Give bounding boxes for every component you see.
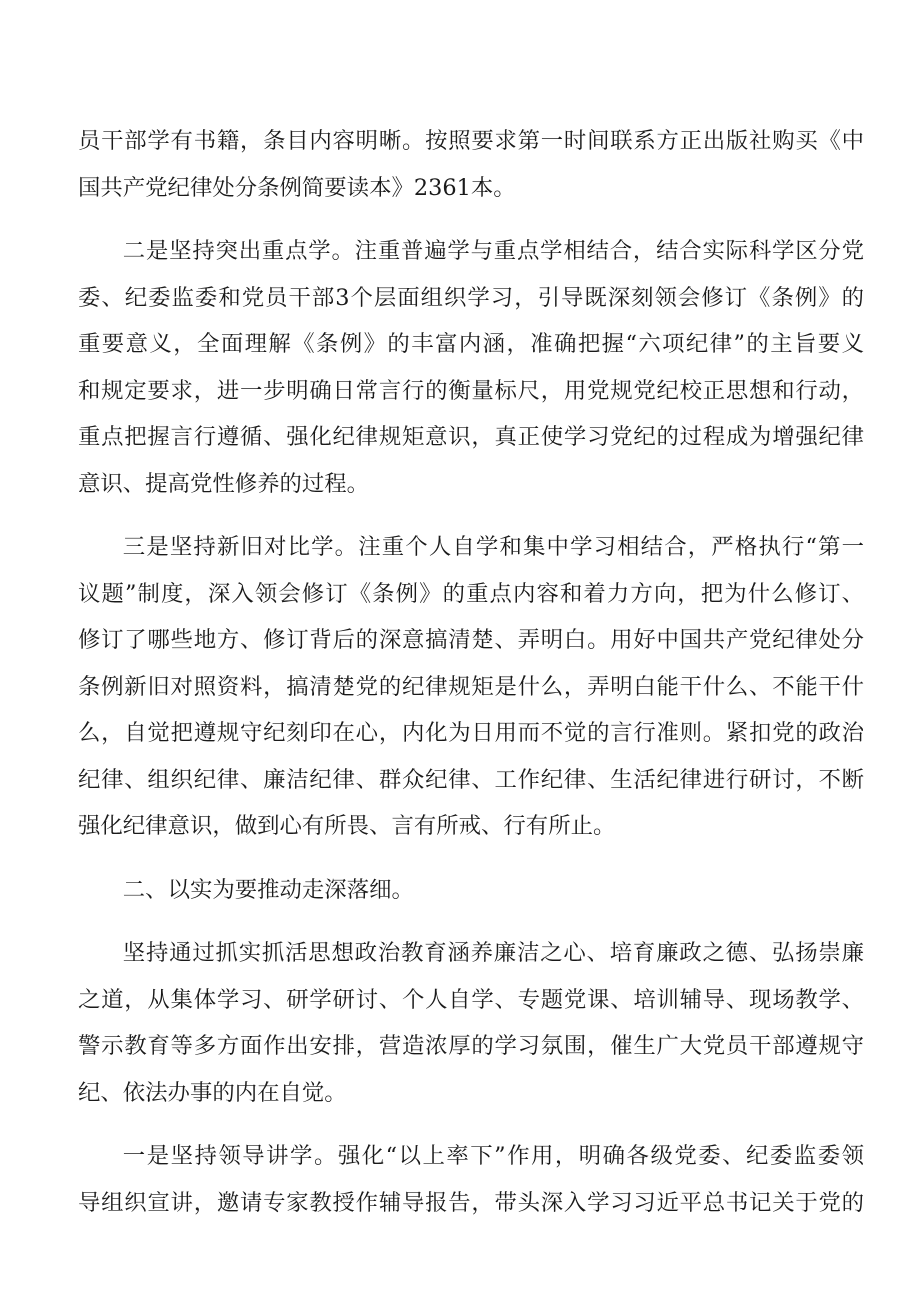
paragraph-focus-study [78, 228, 864, 507]
text-line: 导组织宣讲，邀请专家教授作辅导报告，带头深入学习习近平总书记关于党的 [78, 1189, 864, 1216]
text-line: 意识、提高党性修养的过程。 [78, 470, 370, 497]
section-heading [78, 867, 864, 914]
paragraph-education-overview [78, 930, 864, 1116]
text-line: 国共产党纪律处分条例简要读本》2361本。 [78, 174, 516, 201]
heading-text: 二、以实为要推动走深落细。 [122, 876, 414, 903]
text-line: 么，自觉把遵规守纪刻印在心，内化为日用而不觉的言行准则。紧扣党的政治 [78, 720, 864, 746]
text-line: 纪、依法办事的内在自觉。 [78, 1079, 347, 1106]
text-line: 委、纪委监委和党员干部3个层面组织学习，引导既深刻领会修订《条例》的 [78, 284, 864, 311]
text-line: 重点把握言行遵循、强化纪律规矩意识，真正使学习党纪的过程成为增强纪律 [78, 424, 864, 450]
paragraph-comparison-study [78, 524, 864, 850]
text-line: 议题”制度，深入领会修订《条例》的重点内容和着力方向，把为什么修订、 [78, 580, 864, 607]
text-line: 和规定要求，进一步明确日常言行的衡量标尺，用党规党纪校正思想和行动， [78, 377, 864, 404]
text-line: 条例新旧对照资料，搞清楚党的纪律规矩是什么，弄明白能干什么、不能干什 [78, 673, 864, 700]
text-line: 强化纪律意识，做到心有所畏、言有所戒、行有所止。 [78, 813, 616, 839]
text-line: 三是坚持新旧对比学。注重个人自学和集中学习相结合，严格执行“第一 [122, 534, 864, 560]
text-line: 之道，从集体学习、研学研讨、个人自学、专题党课、培训辅导、现场教学、 [78, 986, 864, 1013]
text-line: 警示教育等多方面作出安排，营造浓厚的学习氛围，催生广大党员干部遵规守 [78, 1033, 864, 1059]
document-page [78, 118, 864, 1243]
text-line: 修订了哪些地方、修订背后的深意搞清楚、弄明白。用好中国共产党纪律处分 [78, 627, 864, 653]
text-line: 员干部学有书籍，条目内容明晰。按照要求第一时间联系方正出版社购买《中 [78, 128, 864, 154]
text-line: 二是坚持突出重点学。注重普遍学与重点学相结合，结合实际科学区分党 [122, 238, 864, 264]
paragraph-leadership-lecture [78, 1133, 864, 1226]
text-line: 重要意义，全面理解《条例》的丰富内涵，准确把握“六项纪律”的主旨要义 [78, 331, 864, 357]
paragraph-purchase-books [78, 118, 864, 211]
text-line: 一是坚持领导讲学。强化“以上率下”作用，明确各级党委、纪委监委领 [122, 1143, 864, 1169]
text-line: 纪律、组织纪律、廉洁纪律、群众纪律、工作纪律、生活纪律进行研讨，不断 [78, 766, 864, 793]
text-line: 坚持通过抓实抓活思想政治教育涵养廉洁之心、培育廉政之德、弘扬崇廉 [122, 940, 864, 966]
